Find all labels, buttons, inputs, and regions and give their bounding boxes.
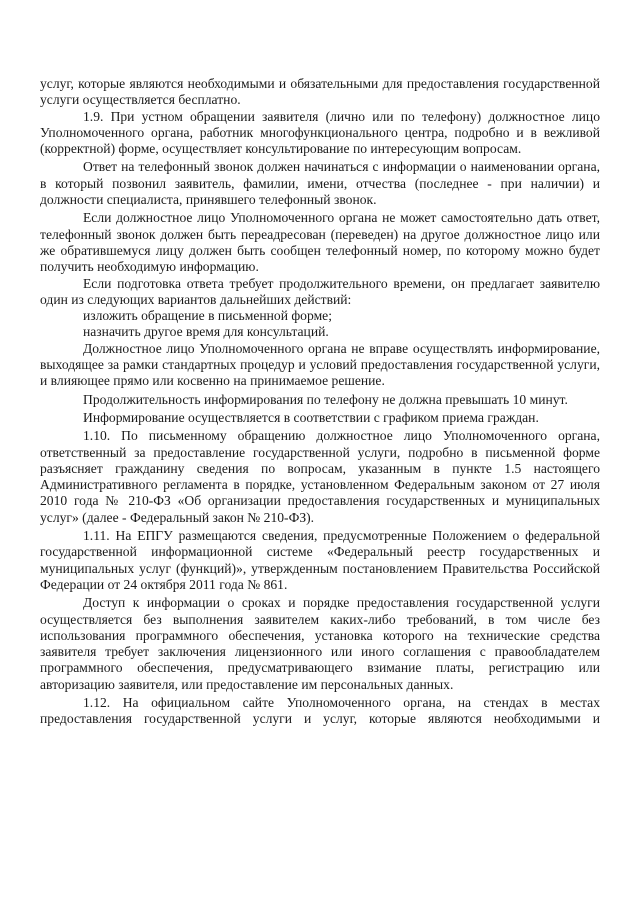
paragraph-schedule: Информирование осуществляется в соответствии с графиком приема граждан.	[83, 409, 539, 425]
list-item-written-form: изложить обращение в письменной форме;	[83, 308, 332, 324]
paragraph-1-12: 1.12. На официальном сайте Уполномоченного органа, на стендах в местах предоставления государственной услуги и услуг, которые являются необходимыми и	[40, 694, 600, 727]
paragraph-continuation: услуг, которые являются необходимыми и обязательными для предоставления государственной услуги осуществляется бесплатно.	[40, 76, 600, 108]
list-item-other-time: назначить другое время для консультаций.	[83, 324, 329, 340]
paragraph-phone-answer: Ответ на телефонный звонок должен начинаться с информации о наименовании органа, в который позвонил заявитель, фамилии, имени, отчества (последнее - при наличии) и должности специалиста, принявшего телефонный звонок.	[40, 159, 600, 208]
paragraph-1-10: 1.10. По письменному обращению должностное лицо Уполномоченного органа, ответственный за предоставление государственной услуги, подробно в письменной форме разъясняет гражданину сведения по вопросам, указанным в пункте 1.5 настоящего Административного регламента в порядке, установленном Федеральным законом от 27 июля 2010 года № 210-ФЗ «Об организации предоставления государственных и муниципальных услуг» (далее - Федеральный закон № 210-ФЗ).	[40, 428, 600, 525]
paragraph-access: Доступ к информации о сроках и порядке предоставления государственной услуги осуществляется без выполнения заявителем каких-либо требований, в том числе без использования программного обеспечения, установка которого на технические средства заявителя требует заключения лицензионного или иного соглашения с правообладателем программного обеспечения, предусматривающего взимание платы, регистрацию или авторизацию заявителя, или предоставление им персональных данных.	[40, 595, 600, 692]
paragraph-redirect: Если должностное лицо Уполномоченного органа не может самостоятельно дать ответ, телефонный звонок должен быть переадресован (переведен) на другое должностное лицо или же обратившемуся лицу должен быть сообщен телефонный номер, по которому можно будет получить необходимую информацию.	[40, 210, 600, 275]
paragraph-long-answer: Если подготовка ответа требует продолжительного времени, он предлагает заявителю один из следующих вариантов дальнейших действий:	[40, 275, 600, 307]
paragraph-1-9: 1.9. При устном обращении заявителя (лично или по телефону) должностное лицо Уполномоченного органа, работник многофункционального центра, подробно и в вежливой (корректной) форме, осуществляет консультирование по интересующим вопросам.	[40, 108, 600, 157]
paragraph-duration: Продолжительность информирования по телефону не должна превышать 10 минут.	[83, 391, 568, 407]
document-body	[40, 76, 600, 728]
paragraph-restriction: Должностное лицо Уполномоченного органа не вправе осуществлять информирование, выходящее за рамки стандартных процедур и условий предоставления государственной услуги, и влияющее прямо или косвенно на принимаемое решение.	[40, 340, 600, 389]
paragraph-1-11: 1.11. На ЕПГУ размещаются сведения, предусмотренные Положением о федеральной государственной информационной системе «Федеральный реестр государственных и муниципальных услуг (функций)», утвержденным постановлением Правительства Российской Федерации от 24 октября 2011 года № 861.	[40, 528, 600, 592]
